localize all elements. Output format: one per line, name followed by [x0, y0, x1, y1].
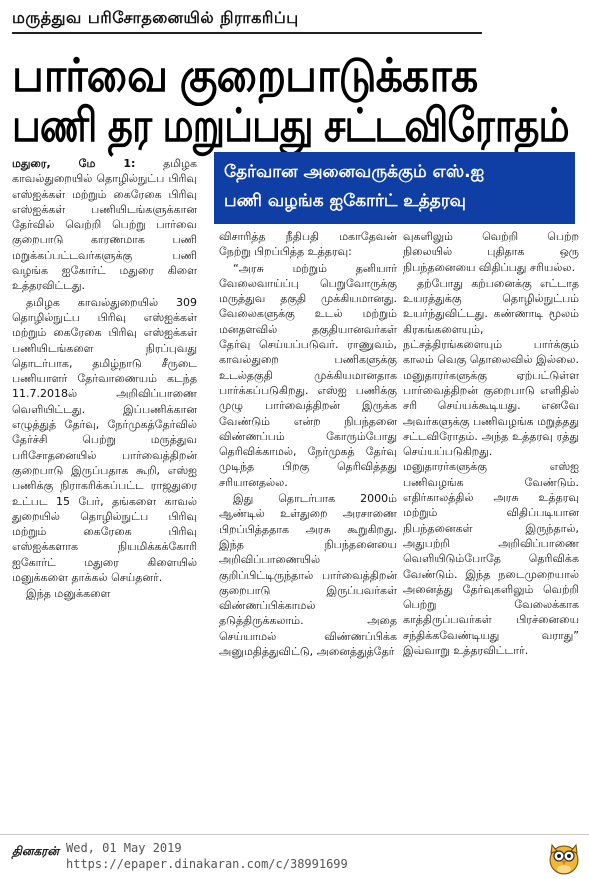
paragraph-text: தமிழக காவல்துறையில் தொழில்நுட்ப பிரிவு எஸ்ஐக்கள் மற்றும் கைரேகை பிரிவு எஸ்ஐக்கள் பணியிடங்களுக்கான தேர்வில் வெற்றி பெற்று பார்வை குறைபாடு காரணமாக பணி மறுக்கப்பட்டவர்களுக்கு பணி வழங்க ஐகோர்ட் மதுரை கிளை உத்தரவிட்டது.	[12, 157, 197, 293]
headline-line-2: பணி தர மறுப்பது சட்டவிரோதம்	[12, 98, 569, 152]
paragraph: தற்போது கற்பனைக்கு எட்டாத உயரத்துக்கு தொழில்நுட்பம் உயர்ந்துவிட்டது. கண்ணாடி மூலம் கிரகங்களையும், நட்சத்திரங்களையும் பார்க்கும் காலம் வெகு தொலைவில் இல்லை. மனுதாரர்களுக்கு ஏற்பட்டுள்ள பார்வைத்திறன் குறைபாடு எளிதில் சரி செய்யக்கூடியது. எனவே அவர்களுக்கு பணிவழங்க மறுத்தது சட்டவிரோதம். அந்த உத்தரவு ரத்து செய்யப்படுகிறது. மனுதாரர்களுக்கு எஸ்ஐ பணிவழங்க வேண்டும். எதிர்காலத்தில் அரசு உத்தரவு மற்றும் விதிப்படியான நிபந்தனைகள் இருந்தால், அதுபற்றி அறிவிப்பாணை வெளியிடும்போதே தெரிவிக்க வேண்டும். இந்த நடைமுறையால் அனைத்து தேர்வுகளிலும் வெற்றி பெற்று வேலைக்காக காத்திருப்பவர்கள் பிரச்னையை சந்திக்கவேண்டியது வராது” இவ்வாறு உத்தரவிட்டார்.	[403, 276, 579, 658]
kicker: மருத்துவ பரிசோதனையில் நிராகரிப்பு	[12, 8, 299, 27]
column-3	[403, 229, 579, 832]
dinakaran-logo: தினகரன்	[12, 844, 59, 858]
paragraph: இது தொடர்பாக 2000ம் ஆண்டில் உள்துறை அரசாணை பிறப்பித்ததாக அரசு கூறுகிறது. இந்த நிபந்தனையை அறிவிப்பாணையில் குறிப்பிட்டிருந்தால் பார்வைத்திறன் குறைபாடு இருப்பவர்கள் விண்ணப்பிக்காமல் தடுத்திருக்கலாம். அதை செய்யாமல் விண்ணப்பிக்க அனுமதித்துவிட்டு, அனைத்துத்தேர்	[219, 492, 397, 659]
footer-date: Wed, 01 May 2019	[66, 841, 182, 855]
paragraph: தமிழக காவல்துறையில் 309 தொழில்நுட்ப பிரிவு எஸ்ஐக்கள் மற்றும் கைரேகை பிரிவு எஸ்ஐக்கள் பணியிடங்களை நிரப்புவது தொடர்பாக, தமிழ்நாடு சீருடை பணியாளர் தேர்வாணையம் கடந்த 11.7.2018ல் அறிவிப்பாணை வெளியிட்டது. இப்பணிக்கான எழுத்துத் தேர்வு, நேர்முகத்தேர்வில் தேர்ச்சி பெற்று மருத்துவ பரிசோதனையில் பார்வைத்திறன் குறைபாடு இருப்பதாக கூறி, எஸ்ஐ பணிக்கு நிராகரிக்கப்பட்ட ராஜதுரை உட்பட 15 பேர், தங்களை காவல் துறையில் தொழில்நுட்ப பிரிவு மற்றும் கைரேகை பிரிவு எஸ்ஐக்களாக நியமிக்கக்கோரி ஐகோர்ட் மதுரை கிளையில் மனுக்களை தாக்கல் செய்தனர்.	[12, 295, 197, 585]
paragraph: இந்த மனுக்களை	[26, 587, 111, 601]
subhead-line-2: பணி வழங்க ஐகோர்ட் உத்தரவு	[224, 191, 466, 211]
subhead-box	[214, 152, 575, 224]
kicker-rule	[12, 32, 482, 34]
footer	[0, 834, 589, 879]
owl-mascot-icon	[548, 839, 580, 875]
headline-line-1: பார்வை குறைபாடுக்காக	[12, 48, 478, 102]
footer-url[interactable]: https://epaper.dinakaran.com/c/38991699	[66, 857, 348, 871]
dateline: மதுரை, மே 1:	[12, 157, 136, 170]
column-2	[219, 229, 397, 832]
paragraph	[12, 156, 197, 294]
quote-paragraph: “அரசு மற்றும் தனியார் வேலைவாய்ப்பு பெறுவோருக்கு மருத்துவ தகுதி முக்கியமானது. வேலைகளுக்கு உடல் மற்றும் மனதளவில் தகுதியானவர்கள் தேர்வு செய்யப்படுவர். ராணுவம், காவல்துறை பணிகளுக்கு உடல்தகுதி முக்கியமானதாக பார்க்கப்படுகிறது. எஸ்ஐ பணிக்கு முழு பார்வைத்திறன் இருக்க வேண்டும் என்ற நிபந்தனை விண்ணப்பம் கோரும்போது தெரிவிக்காமல், நேர்முகத் தேர்வு முடிந்த பிறகு தெரிவித்தது சரியானதல்ல.	[219, 261, 397, 489]
subhead-line-1: தேர்வான அனைவருக்கும் எஸ்.ஐ	[224, 162, 485, 182]
column-1	[12, 156, 197, 832]
paragraph: வுகளிலும் வெற்றி பெற்ற நிலையில் புதிதாக ஒரு நிபந்தனையை விதிப்பது சரியல்ல.	[403, 230, 579, 274]
paragraph: விசாரித்த நீதிபதி மகாதேவன் நேற்று பிறப்பித்த உத்தரவு:	[219, 230, 397, 259]
